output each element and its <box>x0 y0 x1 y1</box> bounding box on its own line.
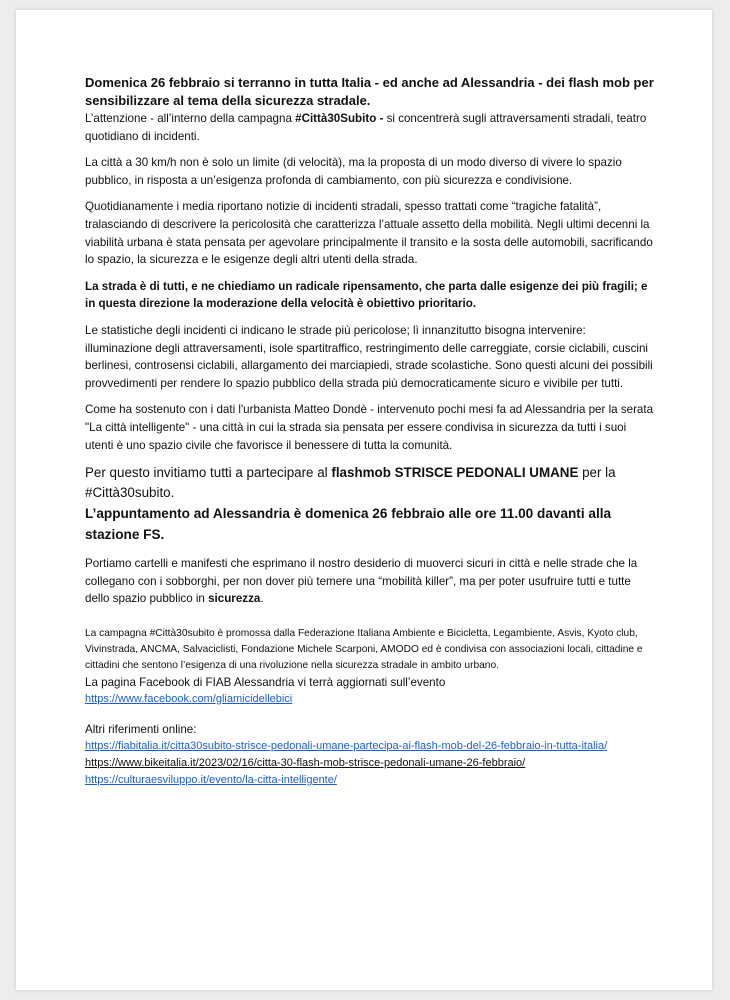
campaign-note: La campagna #Città30subito è promossa dalla Federazione Italiana Ambiente e Bicicletta, Legambiente, Asvis, Kyoto club, Vivinstrada, ANCMA, Salvaciclisti, Fondazione Michele Scarponi, AMODO ed è condivisa con associazioni locali, cittadine e cittadini che sentono l’esigenza di una rivoluzione nella sicurezza stradale in ambito urbano. <box>85 627 643 671</box>
invite-text-start: Per questo invitiamo tutti a partecipare al <box>85 465 332 481</box>
invite-paragraph <box>85 463 655 503</box>
p7-text-start: Portiamo cartelli e manifesti che esprimano il nostro desiderio di muoverci sicuri in città e nelle strade che la collegano con i sobborghi, per non dover più temere una “mobilità killer”, ma per poter usufruire tutti e tutte dello spazio pubblico in <box>85 557 638 606</box>
invite-text-end: per la #Città30subito. <box>85 465 616 501</box>
flashmob-name: flashmob STRISCE PEDONALI UMANE <box>331 465 579 481</box>
facebook-line: La pagina Facebook di FIAB Alessandria vi terrà aggiornati sull’evento <box>85 675 446 689</box>
references-title: Altri riferimenti online: <box>85 722 197 736</box>
paragraph-media: Quotidianamente i media riportano notizie di incidenti stradali, spesso trattati come “tragiche fatalità”, tralasciando di descrivere la pericolosità che caratterizza l’attuale assetto della mobilità. Negli ultimi decenni la viabilità urbana è stata pensata per agevolare principalmente il transito e la sosta delle automobili, sacrificando lo spazio, la sicurezza e le esigenze degli altri utenti della strada. <box>85 200 653 267</box>
campaign-hashtag: #Città30Subito - <box>295 112 384 125</box>
facebook-link[interactable]: https://www.facebook.com/gliamicidellebici <box>85 692 293 705</box>
paragraph-30kmh: La città a 30 km/h non è solo un limite (di velocità), ma la proposta di un modo diverso di vivere lo spazio pubblico, in risposta a un’esigenza profonda di cambiamento, con più sicurezza e condivisione. <box>85 156 622 187</box>
reference-link-bikeitalia[interactable]: https://www.bikeitalia.it/2023/02/16/citta-30-flash-mob-strisce-pedonali-umane-26-febbraio/ <box>85 756 526 769</box>
paragraph-signs <box>85 555 655 608</box>
lede-heading: Domenica 26 febbraio si terranno in tutta Italia - ed anche ad Alessandria - dei flash mob per sensibilizzare al tema della sicurezza stradale. <box>85 75 654 108</box>
document-page <box>16 10 712 990</box>
article-body <box>85 74 655 789</box>
reference-link-fiab[interactable]: https://fiabitalia.it/citta30subito-strisce-pedonali-umane-partecipa-ai-flash-mob-del-26-febbraio-in-tutta-italia/ <box>85 739 608 752</box>
safety-word: sicurezza <box>208 592 261 606</box>
p7-text-end: . <box>260 592 264 606</box>
paragraph-donde: Come ha sostenuto con i dati l'urbanista Matteo Dondè - intervenuto pochi mesi fa ad Alessandria per la serata "La città intelligente" - una città in cui la strada sia pensata per essere condivisa in sicurezza da tutti i suoi utenti è uno spazio civile che favorisce il benessere di tutta la comunità. <box>85 403 654 452</box>
reference-link-culturaesviluppo[interactable]: https://culturaesviluppo.it/evento/la-citta-intelligente/ <box>85 773 337 786</box>
paragraph-campaign <box>85 110 655 145</box>
appointment-paragraph: L’appuntamento ad Alessandria è domenica 26 febbraio alle ore 11.00 davanti alla stazione FS. <box>85 506 612 543</box>
paragraph-statistics: Le statistiche degli incidenti ci indicano le strade più pericolose; lì innanzitutto bisogna intervenire: illuminazione degli attraversamenti, isole spartitraffico, restringimento delle carreggiate, corsie ciclabili, cuscini berlinesi, controsensi ciclabili, allargamento dei marciapiedi, strade scolastiche. Sono questi alcuni dei possibili provvedimenti per rendere lo spazio pubblico della strada più democraticamente sicuro e vivibile per tutti. <box>85 323 653 390</box>
p1-text-start: L’attenzione - all’interno della campagna <box>85 112 296 125</box>
p1-text-end: si concentrerà sugli attraversamenti stradali, teatro quotidiano di incidenti. <box>85 112 647 143</box>
paragraph-road-for-all: La strada è di tutti, e ne chiediamo un radicale ripensamento, che parta dalle esigenze dei più fragili; e in questa direzione la moderazione della velocità è obiettivo prioritario. <box>85 279 648 311</box>
